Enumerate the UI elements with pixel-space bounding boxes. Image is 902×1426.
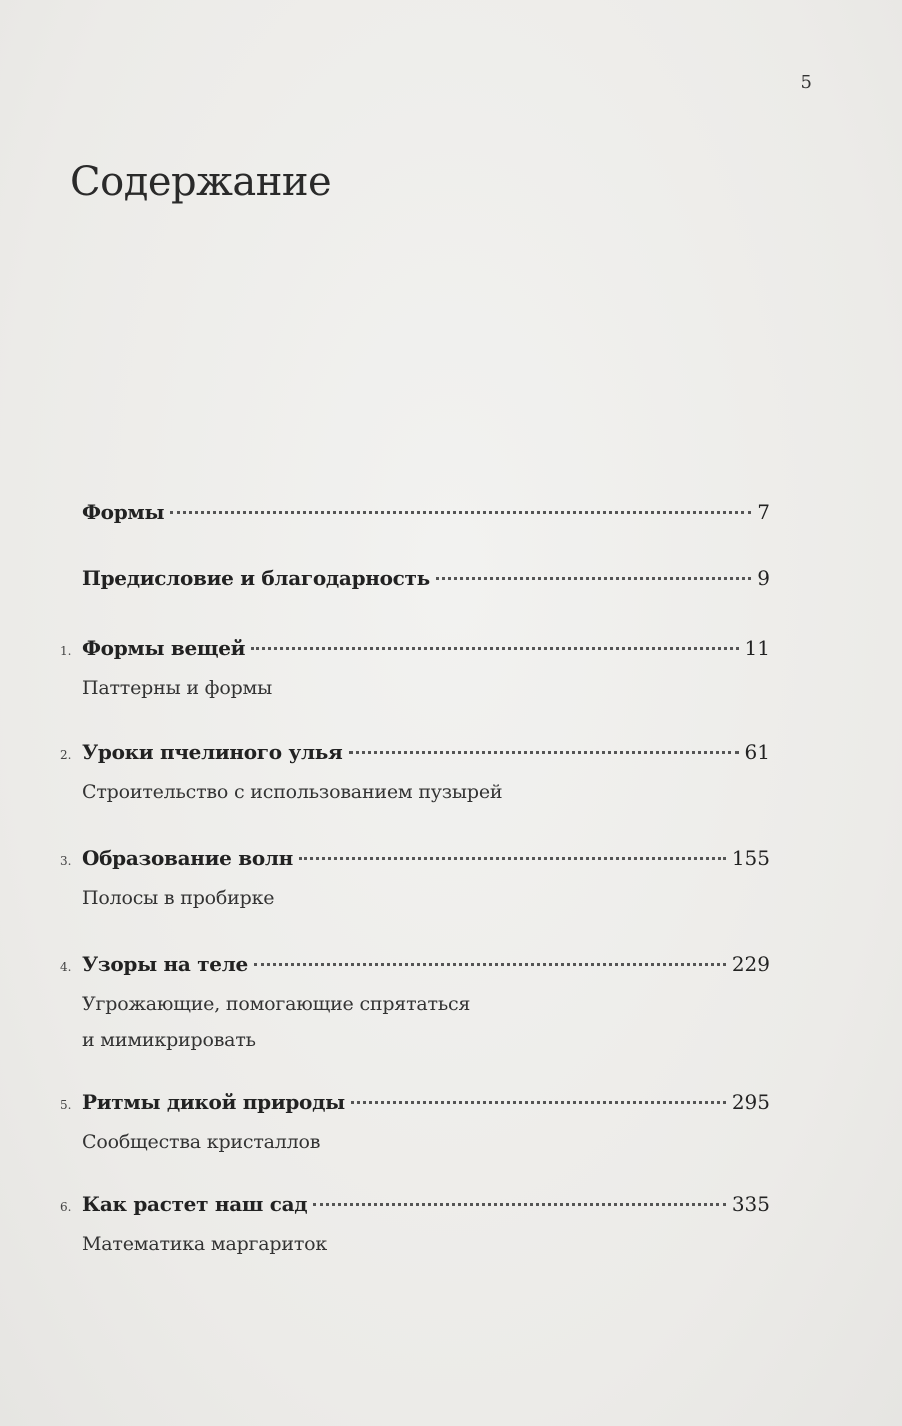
toc-entry-number: 3. [60,854,72,868]
toc-entry [60,1090,770,1160]
toc-entry-page: 295 [731,1090,770,1114]
subtitle-line: Сообщества кристаллов [82,1131,321,1153]
toc-entry-label: Предисловие и благодарность [82,566,430,590]
toc-entry-page: 9 [757,566,770,590]
dot-leader [436,577,751,580]
toc-entry [60,740,770,810]
subtitle-line: Угрожающие, помогающие спрятаться [82,993,471,1015]
toc-entry-number: 2. [60,748,72,762]
subtitle-line: Математика маргариток [82,1233,328,1255]
dot-leader [351,1101,726,1104]
toc-entry-subtitle [82,1226,770,1262]
dot-leader [299,857,726,860]
toc-entry-subtitle [82,1124,770,1160]
dot-leader [349,751,739,754]
dot-leader [170,511,751,514]
toc-entry [60,636,770,706]
toc-entry-label: Уроки пчелиного улья [82,740,343,764]
toc-entry [60,952,770,1058]
toc-entry-label: Формы [82,500,165,524]
toc-entry [60,1192,770,1262]
toc-entry-label: Формы вещей [82,636,246,660]
toc-entry [60,500,770,524]
toc-entry-subtitle [82,880,770,916]
toc-entry-page: 7 [757,500,770,524]
toc-entry-number: 6. [60,1200,72,1214]
page-title: Содержание [70,158,332,205]
toc-entry-number: 4. [60,960,72,974]
toc-entry-page: 11 [744,636,770,660]
toc-entry [60,566,770,590]
toc-entry-page: 155 [731,846,770,870]
toc-entry-subtitle [82,774,770,810]
page-number: 5 [800,72,812,93]
toc-entry-number: 1. [60,644,72,658]
toc-entry-label: Узоры на теле [82,952,248,976]
subtitle-line: Полосы в пробирке [82,887,275,909]
toc-entry-number: 5. [60,1098,72,1112]
toc-entry-label: Образование волн [82,846,294,870]
toc-entry-label: Ритмы дикой природы [82,1090,345,1114]
dot-leader [313,1203,726,1206]
toc-entry-subtitle [82,986,770,1058]
dot-leader [254,963,726,966]
toc-entry-page: 61 [744,740,770,764]
dot-leader [251,647,738,650]
toc-entry [60,846,770,916]
subtitle-line: и мимикрировать [82,1029,256,1051]
toc-entry-subtitle [82,670,770,706]
toc-entry-page: 229 [731,952,770,976]
subtitle-line: Строительство с использованием пузырей [82,781,503,803]
toc-entry-page: 335 [731,1192,770,1216]
toc-entry-label: Как растет наш сад [82,1192,308,1216]
subtitle-line: Паттерны и формы [82,677,273,699]
